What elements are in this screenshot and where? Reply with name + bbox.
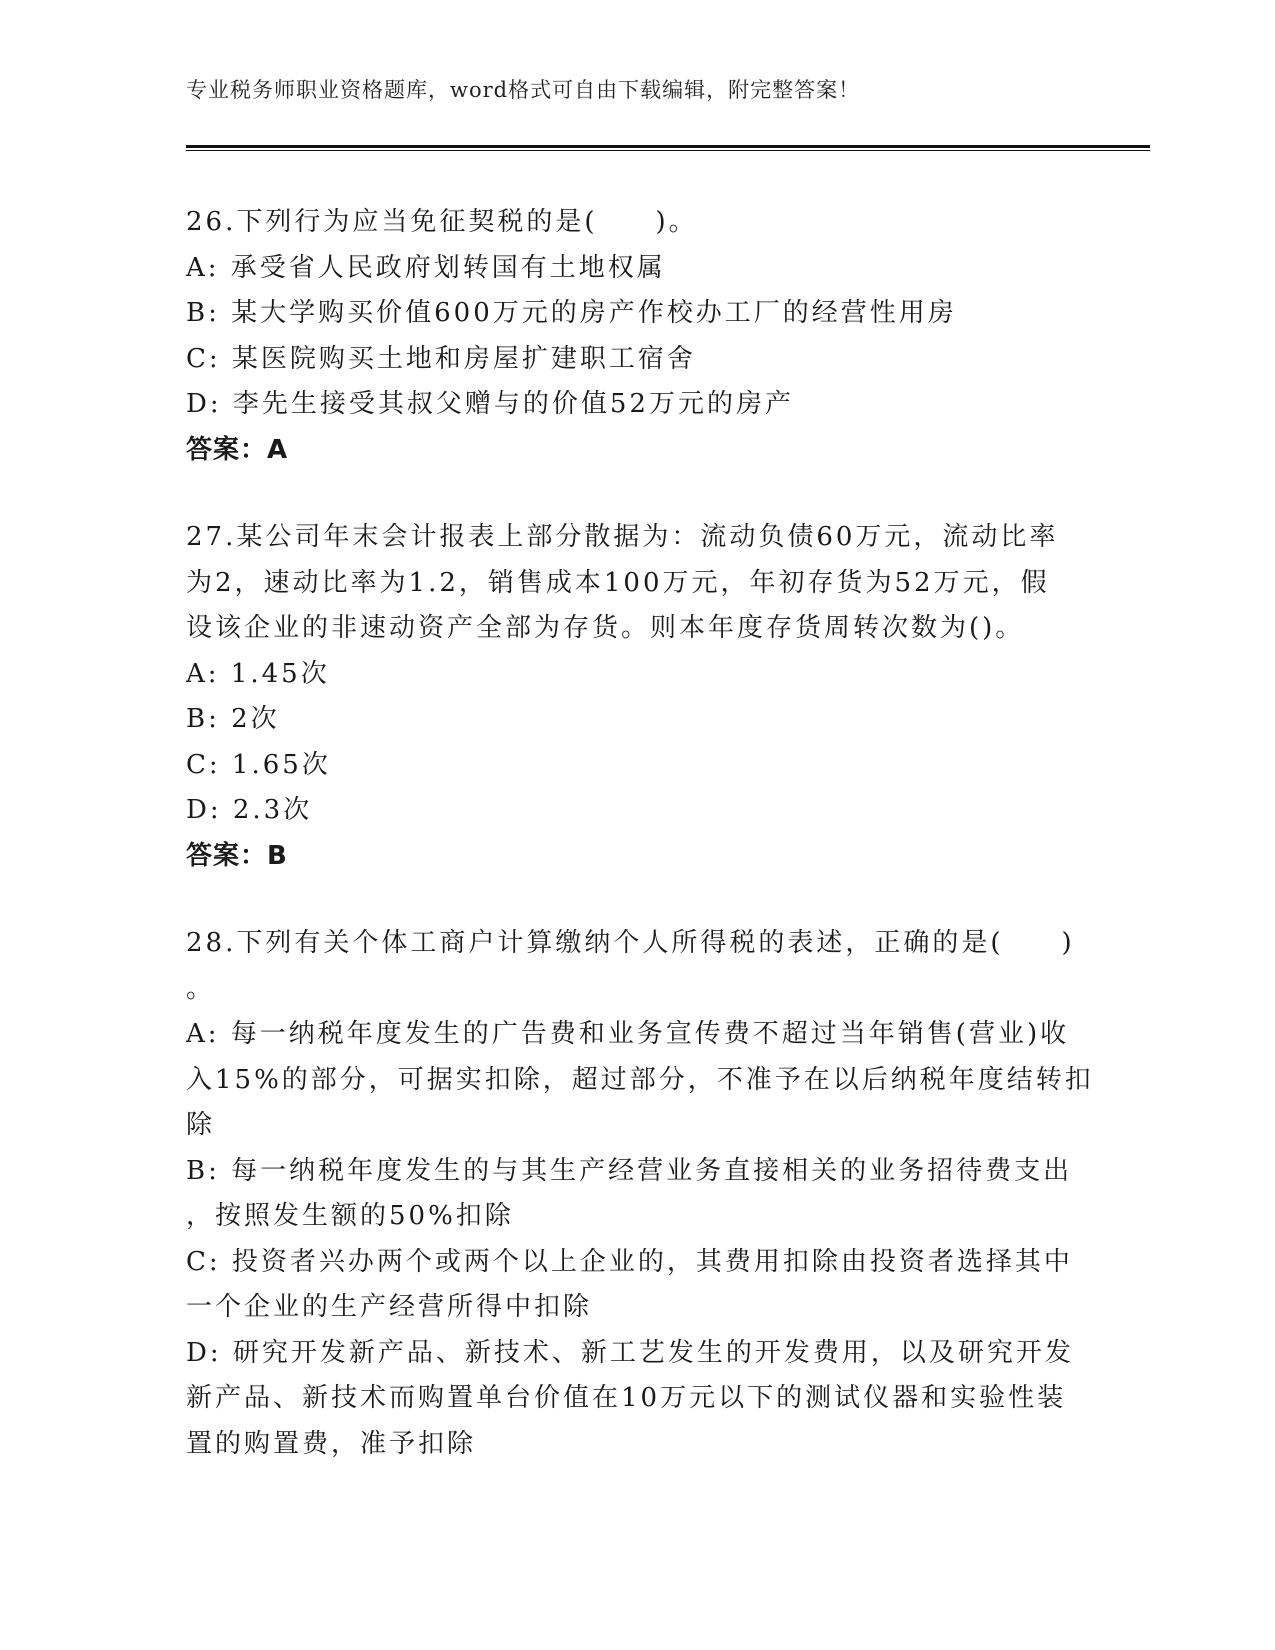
option-d: D: 李先生接受其叔父赠与的价值52万元的房产	[186, 389, 794, 419]
answer-label: 答案：A	[186, 434, 289, 465]
question-stem: 。	[186, 973, 216, 1004]
option-b: B: 某大学购买价值600万元的房产作校办工厂的经营性用房	[186, 298, 957, 328]
question-stem: 26.下列行为应当免征契税的是( )。	[186, 207, 698, 237]
option-a: 入15%的部分，可据实扣除，超过部分，不准予在以后纳税年度结转扣	[186, 1064, 1094, 1095]
option-c: C: 投资者兴办两个或两个以上企业的，其费用扣除由投资者选择其中	[186, 1246, 1073, 1277]
option-c: C: 1.65次	[186, 749, 331, 780]
option-a: A: 承受省人民政府划转国有土地权属	[186, 252, 666, 283]
option-b: B: 每一纳税年度发生的与其生产经营业务直接相关的业务招待费支出	[186, 1155, 1073, 1186]
header-rule-thin	[186, 150, 1150, 151]
option-b: B: 2次	[186, 704, 280, 734]
header-rule-thick	[186, 145, 1150, 148]
option-a: A: 每一纳税年度发生的广告费和业务宣传费不超过当年销售(营业)收	[186, 1019, 1070, 1049]
answer-label: 答案：B	[186, 840, 288, 871]
question-27	[186, 515, 1086, 879]
page-header: 专业税务师职业资格题库，word格式可自由下载编辑，附完整答案！	[186, 78, 861, 102]
option-a: A: 1.45次	[186, 658, 330, 689]
question-26	[186, 200, 1086, 473]
question-28	[186, 921, 1094, 1467]
question-list	[186, 200, 1094, 1509]
question-stem: 27.某公司年末会计报表上部分散据为：流动负债60万元，流动比率	[186, 522, 1059, 552]
option-c: 一个企业的生产经营所得中扣除	[186, 1292, 593, 1322]
option-d: D: 研究开发新产品、新技术、新工艺发生的开发费用，以及研究开发	[186, 1337, 1074, 1368]
option-a: 除	[186, 1110, 216, 1140]
option-b: ，按照发生额的50%扣除	[186, 1201, 514, 1231]
option-c: C: 某医院购买土地和房屋扩建职工宿舍	[186, 343, 696, 374]
option-d: 新产品、新技术而购置单台价值在10万元以下的测试仪器和实验性装	[186, 1383, 1067, 1413]
question-stem: 28.下列有关个体工商户计算缴纳个人所得税的表述，正确的是( )	[186, 928, 1075, 958]
question-stem: 设该企业的非速动资产全部为存货。则本年度存货周转次数为()。	[186, 613, 1025, 643]
question-stem: 为2，速动比率为1.2，销售成本100万元，年初存货为52万元，假	[186, 567, 1050, 598]
option-d: 置的购置费，准予扣除	[186, 1428, 477, 1459]
option-d: D: 2.3次	[186, 795, 313, 825]
